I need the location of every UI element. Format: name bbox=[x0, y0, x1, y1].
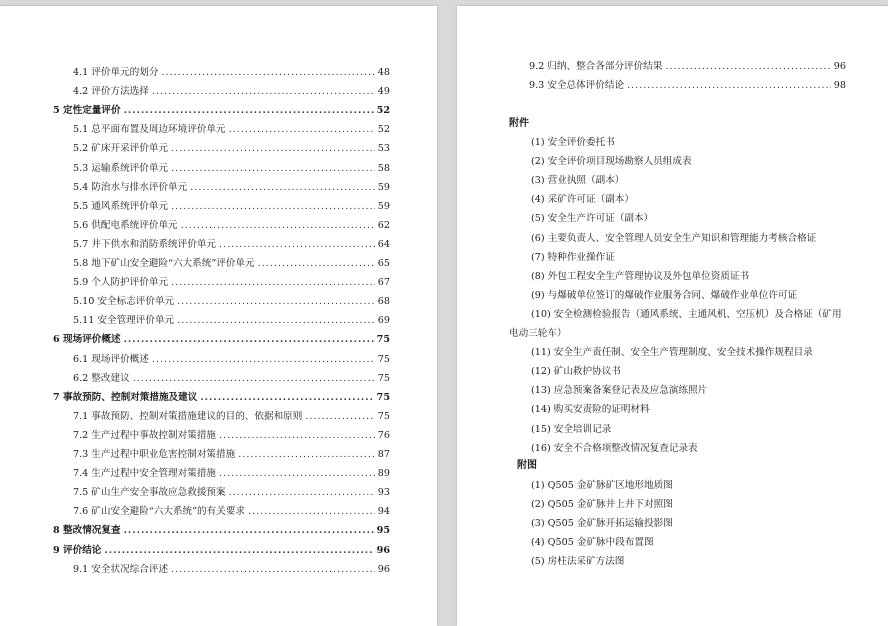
toc-entry-text: 5.1 总平面布置及周边环境评价单元 bbox=[73, 124, 226, 136]
toc-entry-text: 6 现场评价概述 bbox=[53, 334, 121, 346]
toc-entry-page: 52 bbox=[377, 124, 390, 136]
toc-entry-page: 59 bbox=[377, 181, 390, 193]
toc-leader-dots bbox=[627, 78, 831, 94]
toc-section-entry[interactable] bbox=[73, 180, 390, 196]
appendix-item: (10) 安全检测检验报告（通风系统、主通风机、空压机）及合格证（矿用 bbox=[531, 308, 842, 320]
toc-section-entry[interactable] bbox=[73, 84, 390, 100]
toc-entry-text: 4.2 评价方法选择 bbox=[73, 86, 149, 98]
toc-section-entry[interactable] bbox=[73, 371, 390, 387]
toc-entry-page: 75 bbox=[377, 372, 390, 384]
toc-entry-page: 98 bbox=[833, 80, 846, 91]
toc-section-entry[interactable] bbox=[73, 466, 390, 482]
toc-leader-dots bbox=[171, 161, 375, 177]
appendix-item: (13) 应急预案备案登记表及应急演练照片 bbox=[531, 385, 708, 397]
toc-entry-page: 94 bbox=[377, 506, 390, 518]
toc-section-entry[interactable] bbox=[73, 447, 390, 463]
toc-entry-page: 49 bbox=[377, 86, 390, 98]
toc-entry-text: 5.5 通风系统评价单元 bbox=[73, 200, 169, 212]
toc-entry-text: 7.3 生产过程中职业危害控制对策措施 bbox=[73, 449, 236, 460]
figure-item: (3) Q505 金矿脉开拓运输投影图 bbox=[531, 518, 673, 529]
toc-leader-dots bbox=[190, 180, 375, 196]
toc-entry-page: 58 bbox=[377, 162, 390, 174]
toc-entry-text: 7.5 矿山生产安全事故应急救援预案 bbox=[73, 487, 226, 499]
appendix-item: (14) 购买安责险的证明材料 bbox=[531, 404, 650, 416]
toc-entry-page: 64 bbox=[377, 238, 390, 250]
toc-leader-dots bbox=[219, 237, 375, 253]
toc-leader-dots bbox=[177, 294, 375, 310]
toc-leader-dots bbox=[104, 543, 373, 559]
toc-entry-text: 7.1 事故预防、控制对策措施建议的目的、依据和原则 bbox=[73, 410, 303, 422]
toc-leader-dots bbox=[133, 371, 375, 387]
appendix-item: (3) 营业执照（副本） bbox=[531, 175, 625, 187]
toc-entry-text: 9.2 归纳、整合各部分评价结果 bbox=[529, 61, 663, 72]
toc-entry-text: 8 整改情况复查 bbox=[53, 525, 121, 537]
toc-section-entry[interactable] bbox=[73, 294, 390, 310]
toc-section-entry[interactable] bbox=[73, 199, 390, 215]
toc-leader-dots bbox=[161, 65, 374, 81]
toc-leader-dots bbox=[152, 84, 375, 100]
document-page-left bbox=[0, 6, 437, 626]
toc-leader-dots bbox=[171, 199, 375, 215]
toc-entry-text: 5.6 供配电系统评价单元 bbox=[73, 219, 178, 231]
appendix-item: (7) 特种作业操作证 bbox=[531, 251, 615, 263]
toc-entry-page: 53 bbox=[377, 143, 390, 155]
appendix-item: (1) 安全评价委托书 bbox=[531, 137, 615, 148]
toc-entry-page: 75 bbox=[377, 353, 390, 365]
toc-entry-text: 7.6 矿山安全避险“六大系统”的有关要求 bbox=[73, 506, 246, 518]
toc-chapter-entry[interactable] bbox=[53, 390, 390, 406]
toc-leader-dots bbox=[229, 485, 375, 501]
toc-section-entry[interactable] bbox=[73, 141, 390, 157]
toc-leader-dots bbox=[305, 409, 374, 425]
toc-entry-text: 5.11 安全管理评价单元 bbox=[73, 315, 175, 327]
toc-entry-text: 9.1 安全状况综合评述 bbox=[73, 563, 169, 575]
toc-entry-text: 5.3 运输系统评价单元 bbox=[73, 162, 169, 174]
appendix-item: (6) 主要负责人、安全管理人员安全生产知识和管理能力考核合格证 bbox=[531, 232, 817, 244]
appendix-item: 电动三轮车） bbox=[509, 328, 567, 339]
toc-chapter-entry[interactable] bbox=[53, 523, 390, 539]
toc-leader-dots bbox=[258, 256, 375, 272]
toc-entry[interactable] bbox=[529, 59, 846, 75]
toc-section-entry[interactable] bbox=[73, 161, 390, 177]
toc-leader-dots bbox=[219, 428, 375, 444]
appendix-item: (5) 安全生产许可证（副本） bbox=[531, 213, 654, 225]
figure-item: (4) Q505 金矿脉中段布置图 bbox=[531, 537, 654, 548]
figures-heading: 附图 bbox=[517, 460, 537, 471]
toc-section-entry[interactable] bbox=[73, 65, 390, 81]
figure-item: (5) 房柱法采矿方法图 bbox=[531, 556, 625, 567]
toc-entry-page: 62 bbox=[377, 219, 390, 231]
appendix-item: (8) 外包工程安全生产管理协议及外包单位资质证书 bbox=[531, 270, 750, 282]
toc-section-entry[interactable] bbox=[73, 428, 390, 444]
toc-entry-page: 75 bbox=[376, 334, 390, 346]
toc-entry-page: 59 bbox=[377, 200, 390, 212]
figure-item: (1) Q505 金矿脉矿区地形地质图 bbox=[531, 480, 673, 491]
document-page-right bbox=[457, 6, 888, 626]
toc-leader-dots bbox=[171, 562, 375, 578]
toc-leader-dots bbox=[124, 523, 374, 539]
toc-chapter-entry[interactable] bbox=[53, 332, 390, 348]
figure-item: (2) Q505 金矿脉井上井下对照图 bbox=[531, 499, 673, 510]
toc-leader-dots bbox=[219, 466, 375, 482]
toc-entry-text: 5.8 地下矿山安全避险“六大系统”评价单元 bbox=[73, 258, 255, 269]
toc-section-entry[interactable] bbox=[73, 409, 390, 425]
toc-entry-text: 6.2 整改建议 bbox=[73, 372, 130, 384]
toc-entry-page: 96 bbox=[833, 61, 846, 72]
toc-entry-page: 65 bbox=[377, 258, 390, 269]
toc-entry-page: 48 bbox=[377, 67, 390, 78]
toc-leader-dots bbox=[124, 103, 374, 119]
toc-leader-dots bbox=[665, 59, 830, 75]
appendix-item: (9) 与爆破单位签订的爆破作业服务合同、爆破作业单位许可证 bbox=[531, 289, 798, 301]
toc-entry-page: 75 bbox=[376, 391, 390, 403]
toc-entry-text: 5.4 防治水与排水评价单元 bbox=[73, 181, 188, 193]
toc-leader-dots bbox=[171, 141, 375, 157]
toc-entry-page: 96 bbox=[377, 563, 390, 575]
toc-entry-text: 5.7 井下供水和消防系统评价单元 bbox=[73, 238, 217, 250]
toc-section-entry[interactable] bbox=[73, 237, 390, 253]
toc-entry-text: 5.10 安全标志评价单元 bbox=[73, 296, 175, 308]
toc-entry-page: 67 bbox=[377, 277, 390, 289]
toc-entry-page: 76 bbox=[377, 429, 390, 441]
toc-chapter-entry[interactable] bbox=[53, 103, 390, 119]
toc-leader-dots bbox=[200, 390, 373, 406]
appendix-item: (16) 安全不合格项整改情况复查记录表 bbox=[531, 442, 698, 454]
toc-entry-text: 9 评价结论 bbox=[53, 544, 102, 556]
toc-section-entry[interactable] bbox=[73, 256, 390, 272]
appendix-item: (2) 安全评价项目现场勘察人员组成表 bbox=[531, 156, 692, 168]
toc-leader-dots bbox=[248, 504, 375, 520]
appendix-item: (11) 安全生产责任制、安全生产管理制度、安全技术操作规程目录 bbox=[531, 347, 813, 359]
toc-leader-dots bbox=[152, 352, 375, 368]
toc-entry-text: 7.4 生产过程中安全管理对策措施 bbox=[73, 468, 217, 480]
toc-entry-page: 75 bbox=[377, 410, 390, 422]
toc-entry-text: 9.3 安全总体评价结论 bbox=[529, 80, 625, 91]
appendix-item: (15) 安全培训记录 bbox=[531, 423, 612, 435]
toc-leader-dots bbox=[238, 447, 375, 463]
toc-entry-text: 6.1 现场评价概述 bbox=[73, 353, 149, 365]
toc-leader-dots bbox=[171, 275, 375, 291]
toc-entry-page: 68 bbox=[377, 296, 390, 308]
toc-section-entry[interactable] bbox=[73, 485, 390, 501]
toc-leader-dots bbox=[181, 218, 375, 234]
toc-entry-page: 89 bbox=[377, 468, 390, 480]
toc-entry-page: 52 bbox=[376, 105, 390, 117]
appendix-item: (4) 采矿许可证（副本） bbox=[531, 194, 634, 206]
toc-section-entry[interactable] bbox=[73, 218, 390, 234]
toc-chapter-entry[interactable] bbox=[53, 543, 390, 559]
toc-entry-text: 5.2 矿床开采评价单元 bbox=[73, 143, 169, 155]
toc-section-entry[interactable] bbox=[73, 313, 390, 329]
toc-section-entry[interactable] bbox=[73, 122, 390, 138]
toc-entry-text: 5.9 个人防护评价单元 bbox=[73, 277, 169, 289]
toc-entry-text: 4.1 评价单元的划分 bbox=[73, 67, 159, 78]
toc-leader-dots bbox=[177, 313, 375, 329]
toc-entry-page: 95 bbox=[376, 525, 390, 537]
toc-section-entry[interactable] bbox=[73, 352, 390, 368]
appendix-item: (12) 矿山救护协议书 bbox=[531, 366, 621, 378]
toc-entry-page: 69 bbox=[377, 315, 390, 327]
toc-entry-page: 93 bbox=[377, 487, 390, 499]
toc-entry[interactable] bbox=[529, 78, 846, 94]
appendix-heading: 附件 bbox=[509, 118, 529, 129]
toc-entry-text: 7.2 生产过程中事故控制对策措施 bbox=[73, 429, 217, 441]
toc-leader-dots bbox=[124, 332, 374, 348]
toc-section-entry[interactable] bbox=[73, 562, 390, 578]
toc-entry-page: 96 bbox=[376, 544, 390, 556]
toc-entry-page: 87 bbox=[377, 449, 390, 460]
toc-entry-text: 5 定性定量评价 bbox=[53, 105, 121, 117]
toc-leader-dots bbox=[229, 122, 375, 138]
toc-entry-text: 7 事故预防、控制对策措施及建议 bbox=[53, 391, 198, 403]
toc-section-entry[interactable] bbox=[73, 504, 390, 520]
toc-section-entry[interactable] bbox=[73, 275, 390, 291]
